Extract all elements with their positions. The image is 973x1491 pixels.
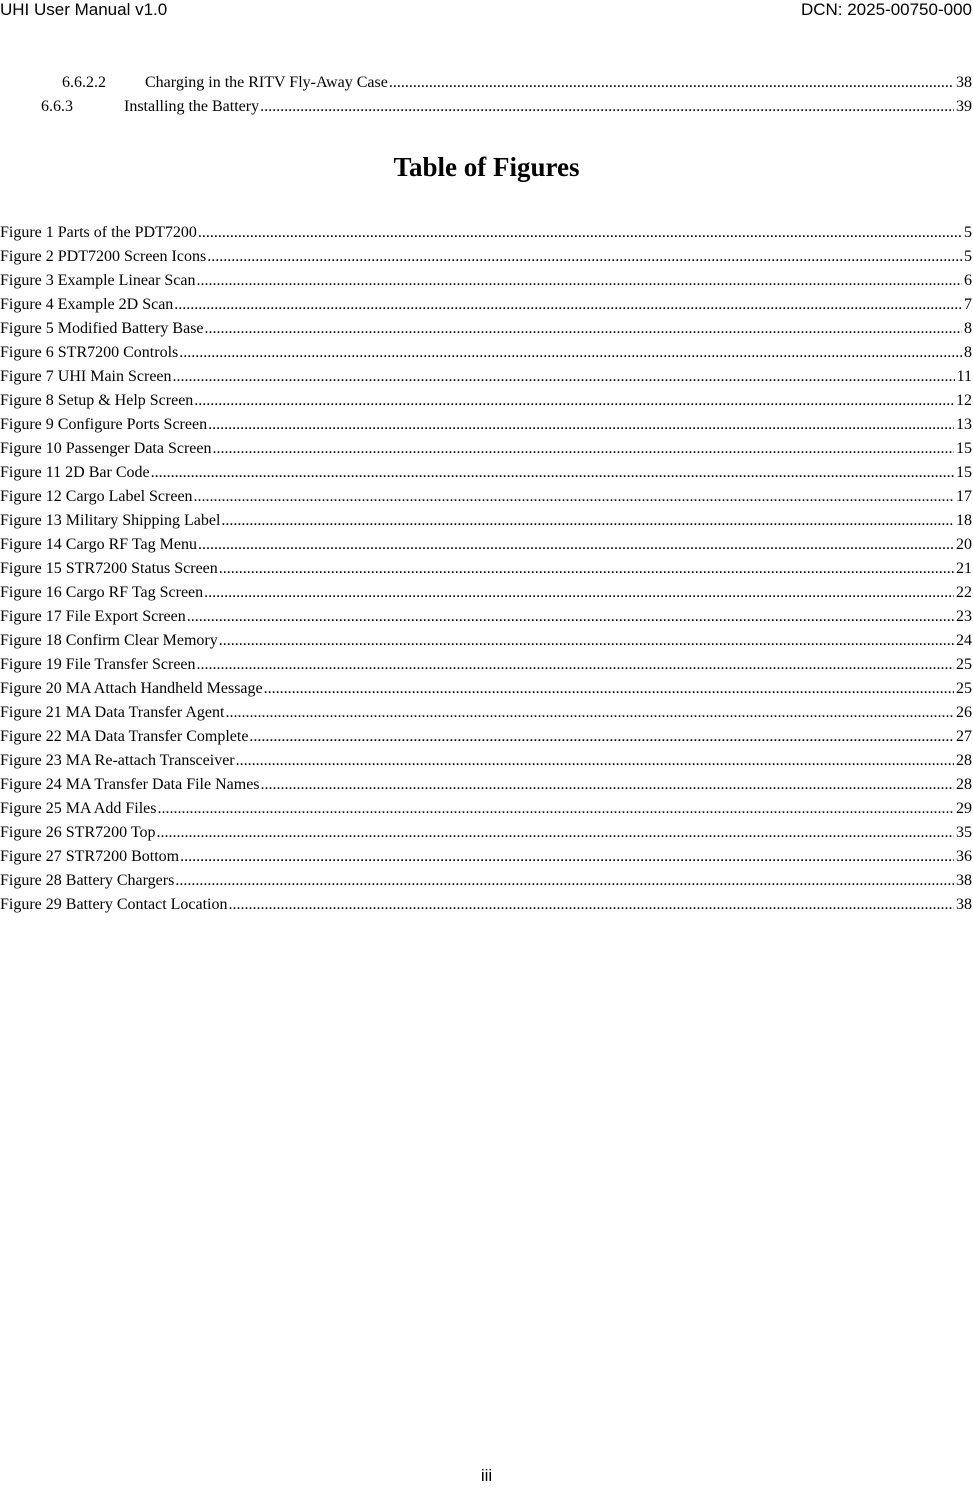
figure-entry[interactable] [0, 630, 973, 652]
toc-entry[interactable] [0, 96, 973, 118]
page-number: iii [480, 1466, 493, 1485]
figure-entry-page: 15 [956, 464, 972, 481]
figure-entry[interactable] [0, 438, 973, 460]
figure-leader-dots [151, 462, 954, 484]
figure-entry-text: Figure 29 Battery Contact Location [0, 896, 228, 913]
toc-entry-number: 6.6.2.2 [62, 74, 106, 91]
toc-leader-dots [260, 96, 954, 118]
figure-entry[interactable] [0, 390, 973, 412]
toc-entry[interactable] [0, 72, 973, 94]
figure-entry-text: Figure 8 Setup & Help Screen [0, 392, 194, 409]
figure-entry-text: Figure 4 Example 2D Scan [0, 296, 174, 313]
figure-entry-text: Figure 10 Passenger Data Screen [0, 440, 212, 457]
figure-leader-dots [221, 510, 954, 532]
figure-entry-page: 5 [964, 248, 972, 265]
figure-entry-page: 8 [964, 320, 972, 337]
figure-entry-page: 38 [956, 896, 972, 913]
figure-leader-dots [157, 798, 954, 820]
figure-leader-dots [204, 582, 954, 604]
figure-entry[interactable] [0, 894, 973, 916]
figure-entry[interactable] [0, 606, 973, 628]
figure-leader-dots [229, 894, 955, 916]
figure-entry-page: 28 [956, 752, 972, 769]
figure-entry-page: 8 [964, 344, 972, 361]
table-of-figures-heading: Table of Figures [393, 152, 580, 182]
figure-entry-page: 7 [964, 296, 972, 313]
figure-entry-text: Figure 20 MA Attach Handheld Message [0, 680, 263, 697]
figure-entry-page: 21 [956, 560, 972, 577]
figure-entry-page: 36 [956, 848, 972, 865]
toc-entry-text: Installing the Battery [124, 98, 260, 115]
figure-entry[interactable] [0, 678, 973, 700]
figure-entry-page: 11 [956, 368, 972, 385]
figure-entry-text: Figure 6 STR7200 Controls [0, 344, 179, 361]
document-title: UHI User Manual v1.0 [0, 0, 168, 19]
figure-entry-text: Figure 28 Battery Chargers [0, 872, 175, 889]
figure-entry-text: Figure 1 Parts of the PDT7200 [0, 224, 197, 241]
figure-entry-text: Figure 23 MA Re-attach Transceiver [0, 752, 235, 769]
toc-entry-number: 6.6.3 [41, 98, 73, 115]
figure-entry-text: Figure 21 MA Data Transfer Agent [0, 704, 225, 721]
figure-leader-dots [225, 702, 954, 724]
figure-entry-page: 15 [956, 440, 972, 457]
figure-entry-text: Figure 22 MA Data Transfer Complete [0, 728, 249, 745]
figure-leader-dots [219, 558, 954, 580]
figure-entry-page: 28 [956, 776, 972, 793]
figure-entry-page: 27 [956, 728, 972, 745]
toc-leader-dots [389, 72, 954, 94]
figure-leader-dots [174, 294, 962, 316]
figure-entry-text: Figure 9 Configure Ports Screen [0, 416, 208, 433]
figure-leader-dots [198, 222, 962, 244]
figure-entry[interactable] [0, 486, 973, 508]
figure-leader-dots [175, 870, 954, 892]
figure-leader-dots [187, 606, 954, 628]
figure-entry[interactable] [0, 318, 973, 340]
figure-entry-page: 23 [956, 608, 972, 625]
figure-entry-page: 5 [964, 224, 972, 241]
figure-entry-text: Figure 12 Cargo Label Screen [0, 488, 193, 505]
figure-entry[interactable] [0, 654, 973, 676]
figure-entry-page: 29 [956, 800, 972, 817]
figure-entry-page: 24 [956, 632, 972, 649]
figure-entry[interactable] [0, 558, 973, 580]
figure-entry-text: Figure 17 File Export Screen [0, 608, 186, 625]
figure-entry-text: Figure 24 MA Transfer Data File Names [0, 776, 260, 793]
figure-entry-text: Figure 27 STR7200 Bottom [0, 848, 180, 865]
figure-entry-text: Figure 7 UHI Main Screen [0, 368, 172, 385]
toc-entry-text: Charging in the RITV Fly-Away Case [145, 74, 388, 91]
figure-leader-dots [208, 414, 954, 436]
figure-entry-text: Figure 15 STR7200 Status Screen [0, 560, 218, 577]
figure-entry[interactable] [0, 726, 973, 748]
figure-entry[interactable] [0, 270, 973, 292]
figure-entry-text: Figure 18 Confirm Clear Memory [0, 632, 218, 649]
figure-leader-dots [213, 438, 955, 460]
figure-entry-page: 13 [956, 416, 972, 433]
figure-entry[interactable] [0, 822, 973, 844]
figure-leader-dots [261, 774, 954, 796]
figure-entry-page: 17 [956, 488, 972, 505]
figure-entry-text: Figure 13 Military Shipping Label [0, 512, 221, 529]
figure-entry-page: 35 [956, 824, 972, 841]
figure-entry[interactable] [0, 582, 973, 604]
figure-entry[interactable] [0, 870, 973, 892]
figure-entry[interactable] [0, 510, 973, 532]
figure-entry[interactable] [0, 222, 973, 244]
figure-entry-text: Figure 26 STR7200 Top [0, 824, 156, 841]
figure-entry[interactable] [0, 462, 973, 484]
figure-leader-dots [249, 726, 954, 748]
figure-entry[interactable] [0, 366, 973, 388]
figure-entry[interactable] [0, 294, 973, 316]
figure-entry-page: 6 [964, 272, 972, 289]
figure-entry-text: Figure 19 File Transfer Screen [0, 656, 196, 673]
figure-leader-dots [194, 486, 954, 508]
figure-leader-dots [207, 246, 962, 268]
figure-entry-page: 22 [956, 584, 972, 601]
figure-entry-page: 26 [956, 704, 972, 721]
toc-entry-page: 38 [956, 74, 972, 91]
figure-leader-dots [197, 270, 963, 292]
figure-leader-dots [236, 750, 954, 772]
figure-entry[interactable] [0, 534, 973, 556]
figure-entry[interactable] [0, 702, 973, 724]
figure-entry-page: 12 [956, 392, 972, 409]
figure-entry-text: Figure 3 Example Linear Scan [0, 272, 196, 289]
figure-leader-dots [173, 366, 955, 388]
figure-leader-dots [180, 846, 954, 868]
figure-leader-dots [197, 654, 954, 676]
figure-entry-page: 25 [956, 656, 972, 673]
document-control-number: DCN: 2025-00750-000 [800, 0, 972, 19]
figure-entry-text: Figure 5 Modified Battery Base [0, 320, 204, 337]
figure-entry[interactable] [0, 798, 973, 820]
toc-entry-page: 39 [956, 98, 972, 115]
figure-entry-text: Figure 16 Cargo RF Tag Screen [0, 584, 204, 601]
figure-leader-dots [198, 534, 954, 556]
figure-entry-page: 25 [956, 680, 972, 697]
figure-entry-text: Figure 11 2D Bar Code [0, 464, 150, 481]
figure-leader-dots [156, 822, 954, 844]
figure-leader-dots [194, 390, 954, 412]
figure-entry-page: 20 [956, 536, 972, 553]
figure-leader-dots [219, 630, 954, 652]
figure-entry-text: Figure 14 Cargo RF Tag Menu [0, 536, 197, 553]
figure-leader-dots [264, 678, 954, 700]
figure-entry-text: Figure 25 MA Add Files [0, 800, 157, 817]
figure-entry[interactable] [0, 846, 973, 868]
figure-entry[interactable] [0, 414, 973, 436]
figure-entry[interactable] [0, 774, 973, 796]
figure-entry[interactable] [0, 342, 973, 364]
figure-leader-dots [179, 342, 962, 364]
figure-leader-dots [205, 318, 962, 340]
page-header [0, 0, 973, 24]
figure-entry[interactable] [0, 750, 973, 772]
figure-entry-page: 38 [956, 872, 972, 889]
figure-entry-text: Figure 2 PDT7200 Screen Icons [0, 248, 207, 265]
figure-entry[interactable] [0, 246, 973, 268]
figure-entry-page: 18 [956, 512, 972, 529]
